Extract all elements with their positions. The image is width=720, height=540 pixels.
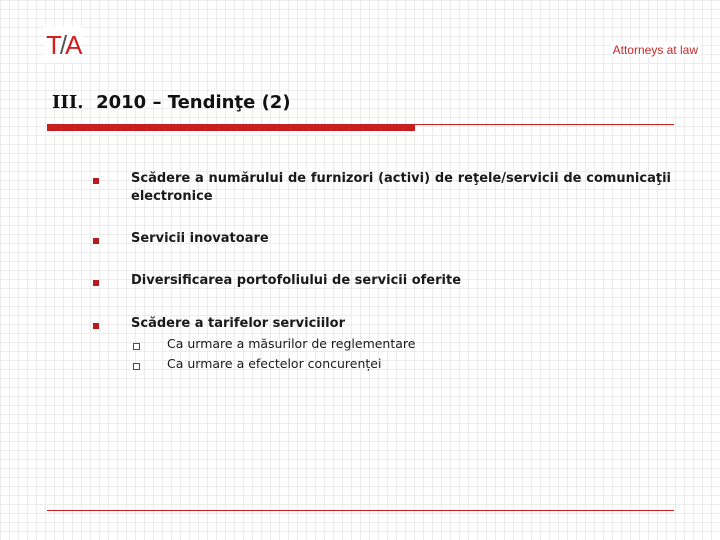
bullet-item-2: Servicii inovatoare [131, 231, 269, 246]
title-section-number: III. [52, 92, 84, 113]
bullet-square-icon [93, 323, 99, 329]
sub-bullet-square-icon [133, 343, 140, 350]
bullet-square-icon [93, 238, 99, 244]
title-text: 2010 – Tendinţe (2) [96, 92, 291, 113]
footer-rule [47, 510, 674, 511]
logo-text: T/A [46, 30, 81, 60]
sub-item-1: Ca urmare a măsurilor de reglementare [167, 336, 416, 351]
bullet-item-1: Scădere a numărului de furnizori (activi) de reţele/servicii de comunicaţii electronice [131, 171, 671, 204]
title-underline-thin [415, 124, 674, 125]
tagline: Attorneys at law [612, 43, 698, 57]
slide-title [52, 92, 291, 113]
bullet-square-icon [93, 280, 99, 286]
sub-bullet-square-icon [133, 363, 140, 370]
firm-logo [44, 27, 82, 63]
title-underline-thick [47, 124, 415, 131]
sub-item-2: Ca urmare a efectelor concurenței [167, 356, 382, 371]
bullet-item-4: Scădere a tarifelor serviciilor [131, 316, 345, 331]
bullet-item-3: Diversificarea portofoliului de servicii oferite [131, 273, 462, 288]
bullet-square-icon [93, 178, 99, 184]
